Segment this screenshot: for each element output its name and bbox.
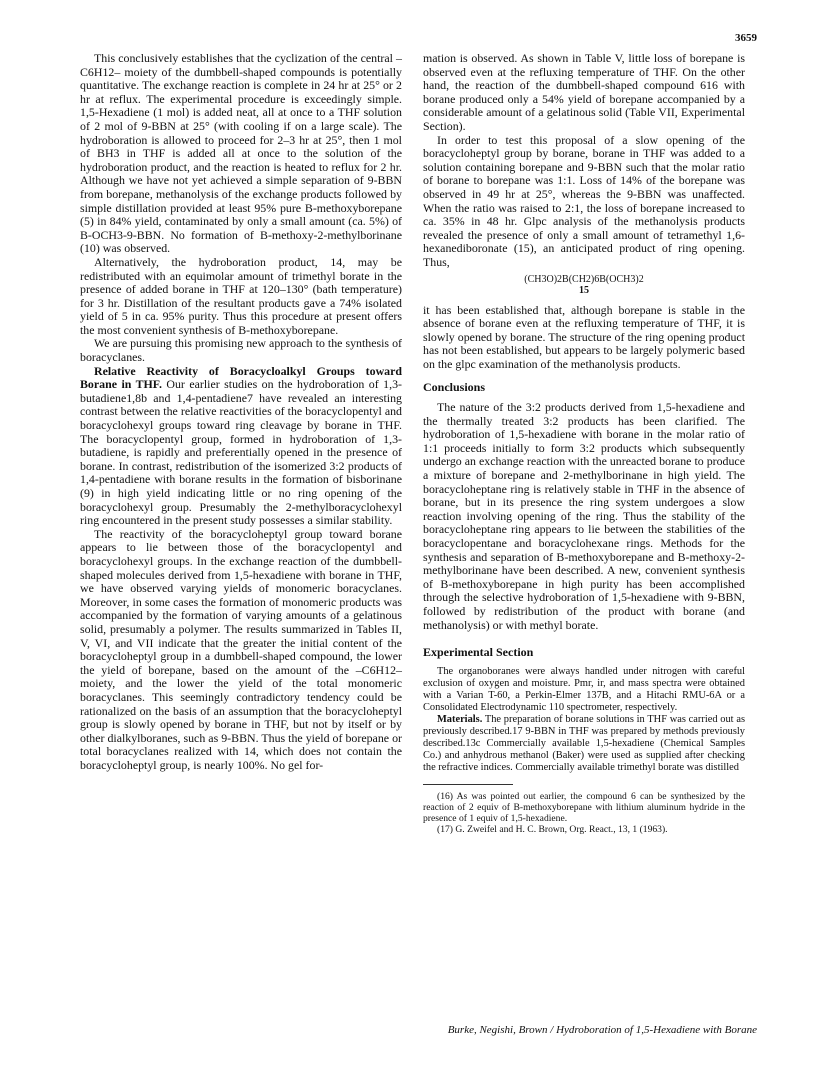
paragraph: The nature of the 3:2 products derived from 1,5-hexadiene and the thermally treated 3:2 products has been clarified. The hydroboration of 1,5-hexadiene with borane in the molar ratio of 1:1 proceeds initially to form 3:2 products which subsequently undergo an exchange reaction with the unreacted borane to produce a mixture of borepane and 2-methylborinane in high yield. The boracycloheptane ring is relatively stable in THF in the absence of borane, but in its presence the ring system undergoes a slow reaction involving opening of the ring. Thus the stability of the boracycloheptane ring appears to lie between the stabilities of the boracyclopentane and boracyclohexane rings. Methods for the synthesis and separation of B-methoxyborepane and B-methoxy-2-methylborinane have been described. A new, convenient synthesis of B-methoxyborepane in high purity has been accomplished through the selective hydroboration of 1,5-hexadiene with 9-BBN, followed by redistribution of the product with borane (and methanolysis) or with methyl borate.	[423, 400, 745, 632]
paragraph: mation is observed. As shown in Table V, little loss of borepane is observed even at the refluxing temperature of THF. On the other hand, the reaction of the dumbbell-shaped compound 616 with borane produced only a 54% yield of borepane accompanied by a considerable amount of a gelatinous solid (Table VII, Experimental Section).	[423, 51, 745, 133]
paragraph-text: The preparation of borane solutions in THF was carried out as previously described.17 9-BBN in THF was prepared by methods previously described.13c Commercially available 1,5-hexadiene (Chemical Samples Co.) and anhydrous methanol (Baker) were used as supplied after checking the refractive indices. Commercially available trimethyl borate was distilled	[423, 713, 745, 773]
paragraph: it has been established that, although borepane is stable in the absence of borane even at the refluxing temperature of THF, it is slowly opened by borane. The structure of the ring opening product has not been established, but appears to be largely polymeric based on the glpc examination of the methanolysis products.	[423, 302, 745, 371]
formula-number: 15	[579, 284, 589, 296]
paragraph-text: Our earlier studies on the hydroboration of 1,3-butadiene1,8b and 1,4-pentadiene7 have revealed an interesting contrast between the relative reactivities of the boracyclopentyl and boracyclohexyl groups toward ring cleavage by borane in THF. The boracyclopentyl group, formed in hydroboration of 1,3-butadiene, is rapidly and preferentially opened in the presence of borane. In contrast, redistribution of the isomerized 3:2 products of 1,4-pentadiene with borane results in the formation of bisborinane (9) in high yield indicating little or no ring opening of the boracyclohexyl group. Presumably the 2-methylboracyclohexyl ring encountered in the present study possesses a similar stability.	[80, 377, 402, 528]
run-in-heading: Relative Reactivity of Boracycloalkyl Groups toward Borane in THF.	[80, 363, 402, 392]
paragraph-relative-reactivity	[80, 365, 402, 528]
paragraph-materials	[423, 714, 745, 774]
footnote-16: (16) As was pointed out earlier, the compound 6 can be synthesized by the reaction of 2 equiv of B-methoxyborepane with lithium aluminum hydride in the presence of 1 equiv of 1,5-hexadiene.	[423, 790, 745, 824]
conclusions-heading: Conclusions	[423, 380, 486, 395]
page-number: 3659	[735, 32, 757, 44]
footnote-17: (17) G. Zweifel and H. C. Brown, Org. React., 13, 1 (1963).	[437, 823, 668, 835]
paragraph: Alternatively, the hydroboration product, 14, may be redistributed with an equimolar amount of trimethyl borate in the presence of added borane in THF at 120–130° (bath temperature) for 3 hr. Distillation of the resultant products gave a 74% isolated yield of 5 in ca. 95% purity. Thus this procedure at present offers the most convenient synthesis of B-methoxyborepane.	[80, 254, 402, 337]
chemical-formula	[423, 274, 745, 296]
paragraph: The organoboranes were always handled under nitrogen with careful exclusion of oxygen and moisture. Pmr, ir, and mass spectra were obtained with a Varian T-60, a Perkin-Elmer 137B, and a Hitachi RMU-6A or a Consolidated Electrodynamic 110 spectrometer, respectively.	[423, 665, 745, 713]
paragraph: This conclusively establishes that the cyclization of the central –C6H12– moiety of the dumbbell-shaped compounds is potentially quantitative. The exchange reaction is complete in 24 hr at 25° or 2 hr at reflux. The experimental procedure is exceedingly simple. 1,5-Hexadiene (1 mol) is added neat, all at once to a THF solution of 2 mol of 9-BBN at 25° (with cooling if on a large scale). The hydroboration is allowed to proceed for 2–3 hr at 25°, then 1 mol of BH3 in THF is added all at once to the solution of the hydroboration product, and the reaction is heated to reflux for 2 hr. Although we have not yet achieved a simple separation of 9-BBN from borepane, methanolysis of the exchange products followed by simple distillation provided at least 95% pure B-methoxyborepane (5) in 84% yield, contaminated by only a small amount (ca. 5%) of B-OCH3-9-BBN. No formation of B-methoxy-2-methylborinane (10) was observed.	[80, 51, 402, 256]
left-column	[80, 52, 402, 772]
paragraph: In order to test this proposal of a slow opening of the boracycloheptyl group by borane, borane in THF was added to a solution containing borepane and 9-BBN such that the molar ratio of borane to borepane was 1:1. Loss of 14% of the borepane was observed in 49 hr at 25°, whereas the 9-BBN was unaffected. When the ratio was raised to 2:1, the loss of borepane increased to ca. 35% in 48 hr. Glpc analysis of the methanolysis products revealed the presence of only a small amount of tetramethyl 1,6-hexanediboronate (15), an anticipated product of ring opening. Thus,	[423, 132, 745, 269]
run-in-heading: Materials.	[437, 713, 483, 725]
paragraph: The reactivity of the boracycloheptyl group toward borane appears to lie between those of the boracyclopentyl and boracyclohexyl groups. In the exchange reaction of the dumbbell-shaped molecules derived from 1,5-hexadiene with borane in THF, we have observed varying yields of monomeric boracyclanes. Moreover, in some cases the formation of monomeric products was accompanied by the formation of varying amounts of a gelatinous solid, presumably a polymer. The results summarized in Tables II, V, VI, and VII indicate that the greater the initial content of the boracycloheptyl group in a dumbbell-shaped compound, the lower the yield of borepane, based on the amount of the –C6H12– moiety, and the lower the yield of the total monomeric boracyclanes. This seemingly contradictory tendency could be rationalized on the basis of an assumption that the boracycloheptyl group is slowly opened by borane in THF, but not by itself or by other dialkylboranes, such as 9-BBN. Thus the yield of borepane or total boracyclanes realized with 14, which does not contain the boracycloheptyl group, is nearly 100%. No gel for-	[80, 526, 402, 772]
footnote-divider	[423, 784, 513, 785]
formula-text: (CH3O)2B(CH2)6B(OCH3)2	[524, 273, 644, 285]
right-column	[423, 52, 745, 835]
experimental-heading: Experimental Section	[423, 645, 534, 660]
running-footer: Burke, Negishi, Brown / Hydroboration of 1,5-Hexadiene with Borane	[447, 1024, 757, 1036]
paragraph: We are pursuing this promising new approach to the synthesis of boracyclanes.	[80, 336, 402, 365]
